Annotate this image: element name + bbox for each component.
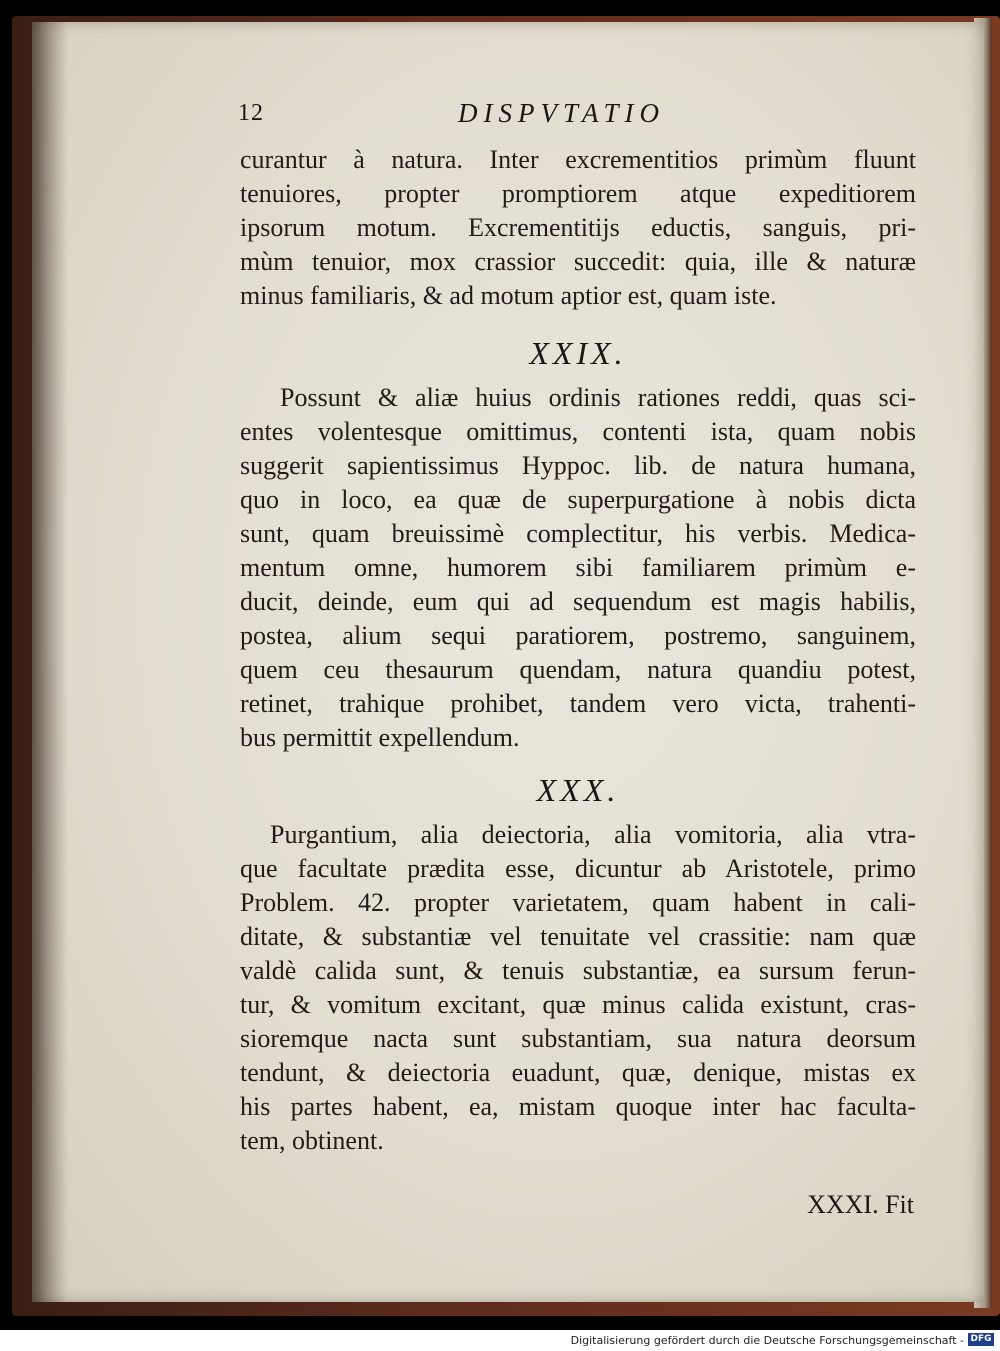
text-line: ducit, deinde, eum qui ad sequendum est magis habilis, (240, 587, 916, 616)
running-head: DISPVTATIO (458, 98, 665, 128)
text-line: quo in loco, ea quæ de superpurgatione à nobis dicta (240, 485, 916, 514)
text-line: minus familiaris, & ad motum aptior est, quam iste. (240, 281, 777, 310)
text-line: tur, & vomitum excitant, quæ minus calida existunt, cras- (240, 990, 916, 1019)
text-line: tenuiores, propter promptiorem atque expeditiorem (240, 179, 916, 208)
text-line: que facultate prædita esse, dicuntur ab Aristotele, primo (240, 854, 916, 883)
page-number: 12 (238, 100, 264, 126)
section-heading: XXIX. (529, 335, 627, 371)
text-line: postea, alium sequi paratiorem, postremo, sanguinem, (240, 621, 916, 650)
text-line: his partes habent, ea, mistam quoque inter hac faculta- (240, 1092, 916, 1121)
text-line: ditate, & substantiæ vel tenuitate vel crassitie: nam quæ (240, 922, 916, 951)
text-line: Purgantium, alia deiectoria, alia vomitoria, alia vtra- (270, 820, 916, 849)
text-line: suggerit sapientissimus Hyppoc. lib. de natura humana, (240, 451, 916, 480)
text-line: sioremque nacta sunt substantiam, sua natura deorsum (240, 1024, 916, 1053)
funding-credit: Digitalisierung gefördert durch die Deutsche Forschungsgemeinschaft - (570, 1334, 964, 1347)
gutter-shadow (32, 22, 68, 1302)
text-line: valdè calida sunt, & tenuis substantiæ, ea sursum ferun- (240, 956, 916, 985)
text-line: bus permittit expellendum. (240, 723, 520, 752)
text-line: quem ceu thesaurum quendam, natura quandiu potest, (240, 655, 916, 684)
text-line: curantur à natura. Inter excrementitios primùm fluunt (240, 145, 916, 174)
catchword: XXXI. Fit (807, 1190, 914, 1219)
text-line: tendunt, & deiectoria euadunt, quæ, denique, mistas ex (240, 1058, 916, 1087)
text-line: entes volentesque omittimus, contenti ista, quam nobis (240, 417, 916, 446)
text-line: mentum omne, humorem sibi familiarem primùm e- (240, 553, 916, 582)
dfg-logo-icon[interactable]: DFG (968, 1333, 994, 1346)
text-line: retinet, trahique prohibet, tandem vero victa, trahenti- (240, 689, 916, 718)
text-line: sunt, quam breuissimè complectitur, his verbis. Medica- (240, 519, 916, 548)
section-heading: XXX. (536, 772, 620, 808)
text-line: mùm tenuior, mox crassior succedit: quia, ille & naturæ (240, 247, 916, 276)
text-line: Problem. 42. propter varietatem, quam habent in cali- (240, 888, 916, 917)
text-line: tem, obtinent. (240, 1126, 384, 1155)
text-line: ipsorum motum. Excrementitijs eductis, sanguis, pri- (240, 213, 916, 242)
text-line: Possunt & aliæ huius ordinis rationes reddi, quas sci- (280, 383, 916, 412)
